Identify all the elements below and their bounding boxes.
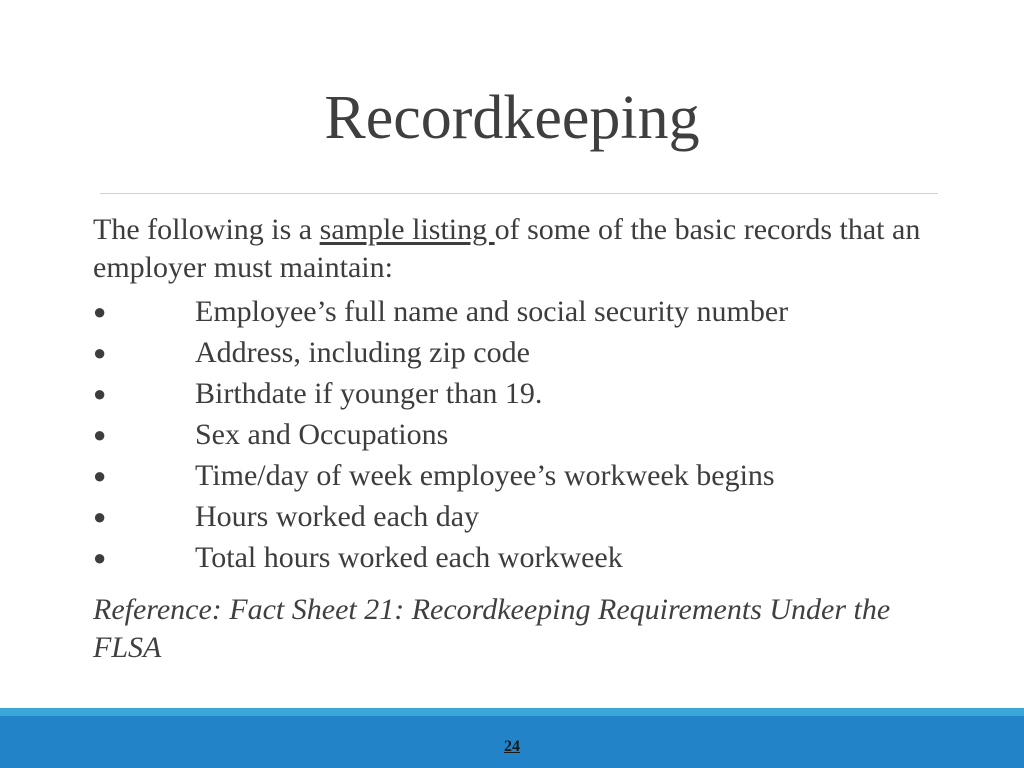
list-item-text: Time/day of week employee’s workweek begins [195,459,775,492]
list-item [93,291,953,332]
list-item [93,455,953,496]
bullet-icon: ● [93,299,107,324]
title-divider [100,193,938,194]
list-item [93,373,953,414]
footer-stripe [0,708,1024,716]
bullet-icon: ● [93,504,107,529]
list-item-text: Total hours worked each workweek [195,541,623,574]
bullet-icon: ● [93,381,107,406]
sample-listing-link[interactable]: sample listing [319,213,495,246]
list-item-text: Hours worked each day [195,500,480,533]
bullet-icon: ● [93,340,107,365]
list-item [93,332,953,373]
intro-text-after: of some of the basic records that an employer must maintain: [93,213,921,284]
list-item-text: Employee’s full name and social security number [195,295,789,328]
list-item [93,537,953,578]
records-list [93,291,953,578]
reference-note: Reference: Fact Sheet 21: Recordkeeping Requirements Under the FLSA [93,593,891,664]
list-item-text: Address, including zip code [195,336,530,369]
page-number-link[interactable]: 24 [504,738,520,755]
list-item [93,496,953,537]
bullet-icon: ● [93,463,107,488]
bullet-icon: ● [93,545,107,570]
slide-title: Recordkeeping [324,84,700,152]
bullet-icon: ● [93,422,107,447]
intro-paragraph [93,211,953,287]
list-item-text: Sex and Occupations [195,418,449,451]
list-item [93,414,953,455]
intro-text-before: The following is a [93,213,320,246]
list-item-text: Birthdate if younger than 19. [195,377,543,410]
